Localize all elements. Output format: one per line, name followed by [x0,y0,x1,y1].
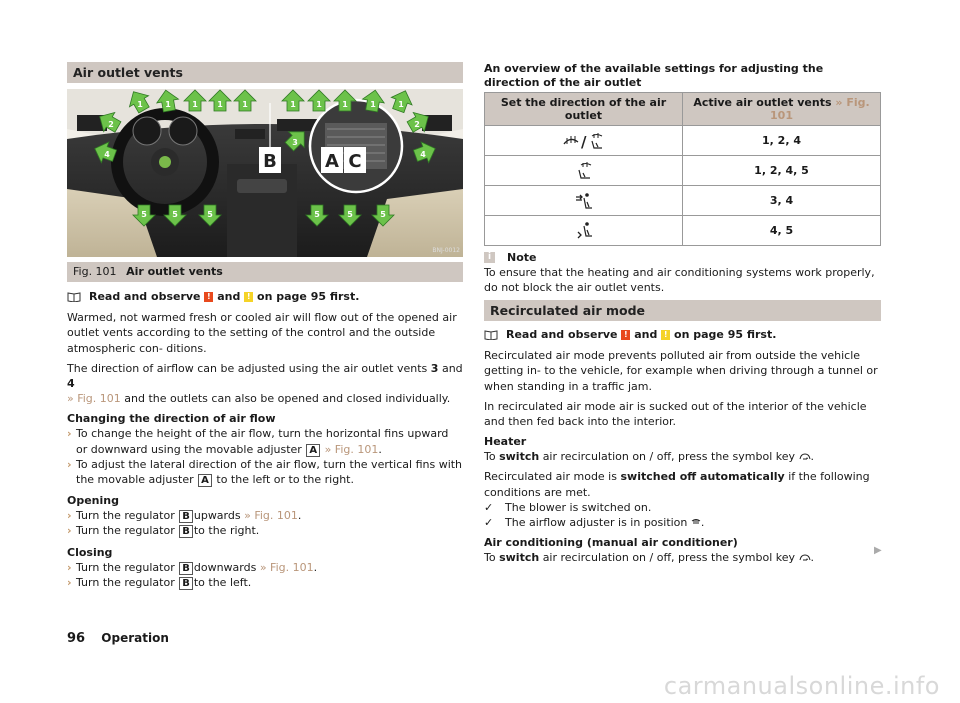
book-icon [484,330,498,340]
figure-number: Fig. 101 [73,265,117,278]
windscreen-and-footwell-icon [485,126,683,156]
fig-link[interactable]: » Fig. 101 [770,95,870,122]
svg-text:1: 1 [165,100,171,109]
step-arrow-icon: › [67,509,72,523]
svg-text:1: 1 [192,100,198,109]
note-heading: i Note [484,250,881,265]
fig-link[interactable]: » Fig. 101 [259,560,314,574]
svg-text:5: 5 [314,210,320,219]
svg-text:5: 5 [141,210,147,219]
section-title-air-outlet-vents: Air outlet vents [67,62,463,83]
figure-air-outlet-vents [67,89,463,257]
recirculation-icon [799,453,811,461]
adjuster-a-label: A [198,474,212,487]
step-arrow-icon: › [67,575,72,589]
warning-icon: ! [204,292,213,302]
paragraph-recirc-intro: Recirculated air mode prevents polluted air from outside the vehicle getting in- to the vehicle, for example when driving through a tunnel or when standing in a traffic jam. [484,349,878,393]
upper-body-icon [485,186,683,216]
figure-code: BNJ-0012 [432,246,460,254]
figure-caption [67,262,463,282]
heading-changing-direction: Changing the direction of air flow [67,412,276,426]
table-cell-vents: 1, 2, 4 [683,126,881,156]
continue-arrow-icon: ▶ [874,545,882,556]
paragraph-recirc-interior: In recirculated air mode air is sucked out of the interior of the vehicle and then fed back into the interior. [484,399,867,428]
list-item: ✓ The airflow adjuster is in position . [484,515,705,529]
svg-text:5: 5 [172,210,178,219]
svg-text:1: 1 [370,100,376,109]
watermark: carmanualsonline.info [663,672,940,700]
read-and-text: and [217,290,241,303]
paragraph-ac: To switch air recirculation on / off, press the symbol key . [484,551,815,565]
paragraph-direction: The direction of airflow can be adjusted using the air outlet vents 3 and 4 » Fig. 101 and the outlets can also be opened and closed individually. [67,361,463,406]
fig-link[interactable]: » Fig. 101 [67,392,121,406]
step-close-down: › Turn the regulator B downwards » Fig. 101. [67,560,318,574]
dashboard-illustration [67,89,463,257]
step-arrow-icon: › [67,524,72,538]
caution-icon: ! [661,330,670,340]
svg-text:5: 5 [347,210,353,219]
step-height: › To change the height of the air flow, turn the horizontal fins upward or downward using the movable adjuster A » Fig. 101. [67,427,449,456]
left-body [67,289,463,590]
settings-table [484,92,881,246]
right-body [484,327,881,570]
heading-heater: Heater [484,435,527,449]
svg-text:2: 2 [108,120,114,129]
paragraph-intro: Warmed, not warmed fresh or cooled air will flow out of the opened air outlet vents according to the setting of the control and the outside atmospheric con- ditions. [67,311,457,355]
info-icon: i [484,252,495,263]
section-title-recirculated: Recirculated air mode [484,300,881,321]
check-icon: ✓ [484,515,494,529]
fig-link[interactable]: » Fig. 101 [324,442,379,456]
check-icon: ✓ [484,500,494,514]
svg-text:1: 1 [290,100,296,109]
table-title: An overview of the available settings for adjusting the direction of the air outlet [484,62,824,90]
paragraph-heater: To switch air recirculation on / off, press the symbol key . [484,450,815,464]
read-observe-text: Read and observe [89,290,201,303]
note-block [484,250,881,301]
windscreen-icon [691,518,701,527]
figure-caption-text: Air outlet vents [126,265,223,278]
table-row [485,156,881,186]
warning-icon: ! [621,330,630,340]
svg-text:5: 5 [380,210,386,219]
table-cell-vents: 3, 4 [683,186,881,216]
regulator-b-label: B [179,510,193,523]
svg-text:1: 1 [137,100,143,109]
table-row [485,186,881,216]
step-open-right: › Turn the regulator B to the right. [67,524,260,538]
regulator-b-label: B [179,525,193,538]
heading-closing: Closing [67,545,113,559]
svg-text:1: 1 [342,100,348,109]
page-footer [67,630,169,648]
table-row [485,216,881,246]
note-text: To ensure that the heating and air conditioning systems work properly, do not block the air outlet vents. [484,266,875,295]
book-icon [67,292,81,302]
fig-label-b: B [263,151,277,172]
heading-ac: Air conditioning (manual air conditioner) [484,536,738,550]
table-header-direction: Set the direction of the air outlet [485,93,683,126]
step-arrow-icon: › [67,427,72,441]
read-page-text: on page 95 first. [257,290,360,303]
windscreen-footwell-icon [485,156,683,186]
table-row [485,126,881,156]
svg-text:4: 4 [104,150,110,159]
read-observe-line: Read and observe ! and ! on page 95 first. [484,327,881,342]
regulator-b-label: B [179,562,193,575]
fig-link[interactable]: » Fig. 101 [244,509,298,523]
paragraph-auto-off: Recirculated air mode is switched off automatically if the following conditions are met. [484,470,870,499]
step-close-left: › Turn the regulator B to the left. [67,575,252,589]
table-header-active-vents: Active air outlet vents » Fig. 101 [683,93,881,126]
heading-opening: Opening [67,494,119,508]
fig-label-a: A [325,151,339,172]
svg-text:1: 1 [316,100,322,109]
footer-section: Operation [101,631,169,645]
page-number: 96 [67,631,86,646]
svg-text:5: 5 [207,210,213,219]
recirculation-icon [799,554,811,562]
adjuster-a-label: A [306,444,320,457]
table-cell-vents: 4, 5 [683,216,881,246]
step-lateral: › To adjust the lateral direction of the air flow, turn the vertical fins with the movable adjuster A to the left or to the right. [67,457,463,486]
svg-text:2: 2 [414,120,420,129]
svg-text:1: 1 [217,100,223,109]
table-cell-vents: 1, 2, 4, 5 [683,156,881,186]
svg-text:1: 1 [398,100,404,109]
step-arrow-icon: › [67,457,72,471]
footwell-icon [485,216,683,246]
svg-text:/: / [580,132,586,150]
svg-text:3: 3 [292,138,298,147]
svg-text:1: 1 [242,100,248,109]
fig-label-c: C [348,151,362,172]
step-arrow-icon: › [67,560,72,574]
list-item: ✓ The blower is switched on. [484,500,652,514]
caution-icon: ! [244,292,253,302]
read-observe-line [67,289,463,304]
step-open-up: › Turn the regulator B upwards » Fig. 101. [67,509,302,523]
regulator-b-label: B [179,577,193,590]
svg-text:4: 4 [420,150,426,159]
